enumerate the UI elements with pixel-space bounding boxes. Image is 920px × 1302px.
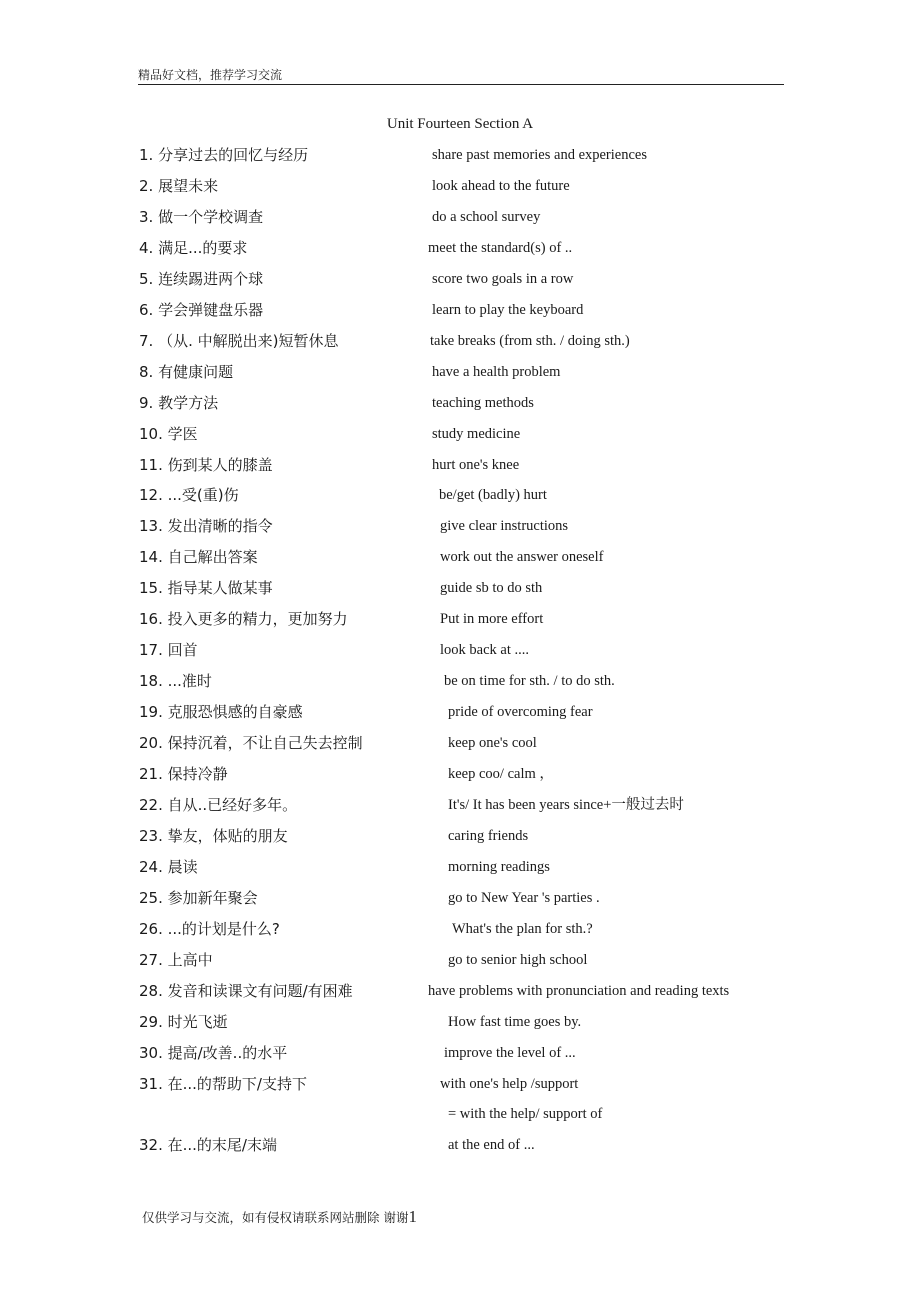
vocab-row bbox=[0, 485, 920, 505]
chinese-phrase: 29. 时光飞逝 bbox=[139, 1012, 228, 1031]
chinese-phrase: 19. 克服恐惧感的自豪感 bbox=[139, 703, 303, 722]
english-phrase: have problems with pronunciation and reading texts bbox=[428, 982, 730, 999]
chinese-phrase: 3. 做一个学校调查 bbox=[139, 207, 264, 226]
english-phrase: go to New Year 's parties . bbox=[448, 889, 600, 906]
vocab-row bbox=[0, 207, 920, 227]
vocab-row bbox=[0, 300, 920, 320]
page-footer bbox=[142, 1208, 417, 1227]
vocab-row bbox=[0, 516, 920, 536]
english-phrase: guide sb to do sth bbox=[440, 580, 543, 597]
chinese-phrase: 14. 自己解出答案 bbox=[139, 548, 258, 567]
chinese-phrase: 28. 发音和读课文有问题/有困难 bbox=[139, 981, 353, 1000]
chinese-phrase: 4. 满足...的要求 bbox=[139, 238, 248, 257]
english-phrase: keep one's cool bbox=[448, 735, 537, 752]
vocab-row bbox=[0, 671, 920, 691]
vocab-row bbox=[0, 1074, 920, 1094]
english-phrase: give clear instructions bbox=[440, 518, 569, 535]
english-phrase: look ahead to the future bbox=[432, 177, 570, 194]
chinese-phrase: 23. 挚友，体贴的朋友 bbox=[139, 826, 288, 845]
vocab-row bbox=[0, 424, 920, 444]
chinese-phrase: 18. ...准时 bbox=[139, 672, 212, 691]
english-phrase: be/get (badly) hurt bbox=[439, 487, 547, 504]
vocab-row bbox=[0, 455, 920, 475]
chinese-phrase: 17. 回首 bbox=[139, 641, 198, 660]
vocab-row bbox=[0, 857, 920, 877]
english-phrase: take breaks (from sth. / doing sth.) bbox=[430, 332, 630, 349]
chinese-phrase: 20. 保持沉着，不让自己失去控制 bbox=[139, 734, 363, 753]
vocab-row bbox=[0, 1104, 920, 1124]
vocab-row bbox=[0, 176, 920, 196]
english-phrase: share past memories and experiences bbox=[432, 147, 647, 163]
vocab-row bbox=[0, 1043, 920, 1063]
chinese-phrase: 11. 伤到某人的膝盖 bbox=[139, 455, 273, 474]
english-phrase: How fast time goes by. bbox=[448, 1013, 582, 1030]
english-phrase: look back at .... bbox=[440, 642, 529, 659]
document-title: Unit Fourteen Section A bbox=[386, 116, 534, 132]
english-phrase: It's/ It has been years since+一般过去时 bbox=[448, 796, 684, 813]
vocab-row bbox=[0, 578, 920, 598]
vocab-row bbox=[0, 764, 920, 784]
chinese-phrase: 12. ...受(重)伤 bbox=[139, 486, 239, 505]
vocab-row bbox=[0, 888, 920, 908]
vocab-row bbox=[0, 826, 920, 846]
english-phrase: hurt one's knee bbox=[432, 456, 520, 473]
header-text: 精品好文档，推荐学习交流 bbox=[138, 68, 283, 82]
english-phrase: pride of overcoming fear bbox=[448, 704, 593, 721]
page-number: 1 bbox=[408, 1207, 417, 1226]
chinese-phrase: 9. 教学方法 bbox=[139, 393, 219, 412]
chinese-phrase: 10. 学医 bbox=[139, 424, 198, 443]
english-phrase: Put in more effort bbox=[440, 611, 544, 628]
vocab-row bbox=[0, 269, 920, 289]
chinese-phrase: 31. 在...的帮助下/支持下 bbox=[139, 1074, 307, 1093]
english-phrase: meet the standard(s) of .. bbox=[428, 239, 573, 256]
chinese-phrase: 2. 展望未来 bbox=[139, 176, 219, 195]
chinese-phrase: 13. 发出清晰的指令 bbox=[139, 517, 273, 536]
english-phrase: caring friends bbox=[448, 827, 529, 844]
english-phrase: work out the answer oneself bbox=[440, 549, 604, 566]
vocab-row bbox=[0, 795, 920, 815]
chinese-phrase: 7. （从. 中解脱出来)短暂休息 bbox=[139, 331, 339, 350]
vocab-row bbox=[0, 145, 920, 165]
chinese-phrase: 30. 提高/改善..的水平 bbox=[139, 1043, 288, 1062]
vocab-row bbox=[0, 547, 920, 567]
chinese-phrase: 1. 分享过去的回忆与经历 bbox=[139, 146, 309, 164]
chinese-phrase: 32. 在...的末尾/末端 bbox=[139, 1136, 277, 1155]
vocab-row bbox=[0, 238, 920, 258]
english-phrase: What's the plan for sth.? bbox=[452, 920, 593, 937]
english-phrase: improve the level of ... bbox=[444, 1044, 576, 1061]
vocab-row bbox=[0, 362, 920, 382]
vocab-row bbox=[0, 919, 920, 939]
vocab-row bbox=[0, 609, 920, 629]
footer-text: 仅供学习与交流，如有侵权请联系网站删除 谢谢 bbox=[142, 1210, 409, 1225]
chinese-phrase: 5. 连续踢进两个球 bbox=[139, 269, 264, 288]
chinese-phrase: 22. 自从..已经好多年。 bbox=[139, 795, 298, 814]
english-phrase: score two goals in a row bbox=[432, 270, 574, 287]
vocab-row bbox=[0, 981, 920, 1001]
english-phrase: with one's help /support bbox=[440, 1075, 579, 1092]
chinese-phrase: 27. 上高中 bbox=[139, 950, 213, 969]
chinese-phrase: 8. 有健康问题 bbox=[139, 362, 234, 381]
vocab-row bbox=[0, 640, 920, 660]
english-phrase: keep coo/ calm ， bbox=[448, 766, 554, 782]
vocab-row bbox=[0, 950, 920, 970]
vocab-row bbox=[0, 1135, 920, 1155]
chinese-phrase: 24. 晨读 bbox=[139, 857, 198, 876]
english-phrase: do a school survey bbox=[432, 208, 541, 225]
vocab-row bbox=[0, 393, 920, 413]
chinese-phrase: 25. 参加新年聚会 bbox=[139, 888, 258, 907]
vocab-row bbox=[0, 331, 920, 351]
chinese-phrase: 16. 投入更多的精力，更加努力 bbox=[139, 610, 348, 629]
vocab-row bbox=[0, 1012, 920, 1032]
english-phrase: = with the help/ support of bbox=[448, 1106, 603, 1123]
chinese-phrase: 21. 保持冷静 bbox=[139, 765, 228, 783]
english-phrase: teaching methods bbox=[432, 394, 534, 411]
english-phrase: be on time for sth. / to do sth. bbox=[444, 673, 615, 690]
english-phrase: learn to play the keyboard bbox=[432, 301, 584, 318]
chinese-phrase: 6. 学会弹键盘乐器 bbox=[139, 300, 264, 319]
english-phrase: at the end of ... bbox=[448, 1137, 535, 1154]
vocab-row bbox=[0, 702, 920, 722]
english-phrase: morning readings bbox=[448, 858, 550, 875]
vocab-row bbox=[0, 733, 920, 753]
english-phrase: study medicine bbox=[432, 425, 521, 442]
chinese-phrase: 26. ...的计划是什么? bbox=[139, 919, 280, 938]
english-phrase: have a health problem bbox=[432, 363, 561, 380]
chinese-phrase: 15. 指导某人做某事 bbox=[139, 579, 273, 598]
english-phrase: go to senior high school bbox=[448, 951, 588, 968]
